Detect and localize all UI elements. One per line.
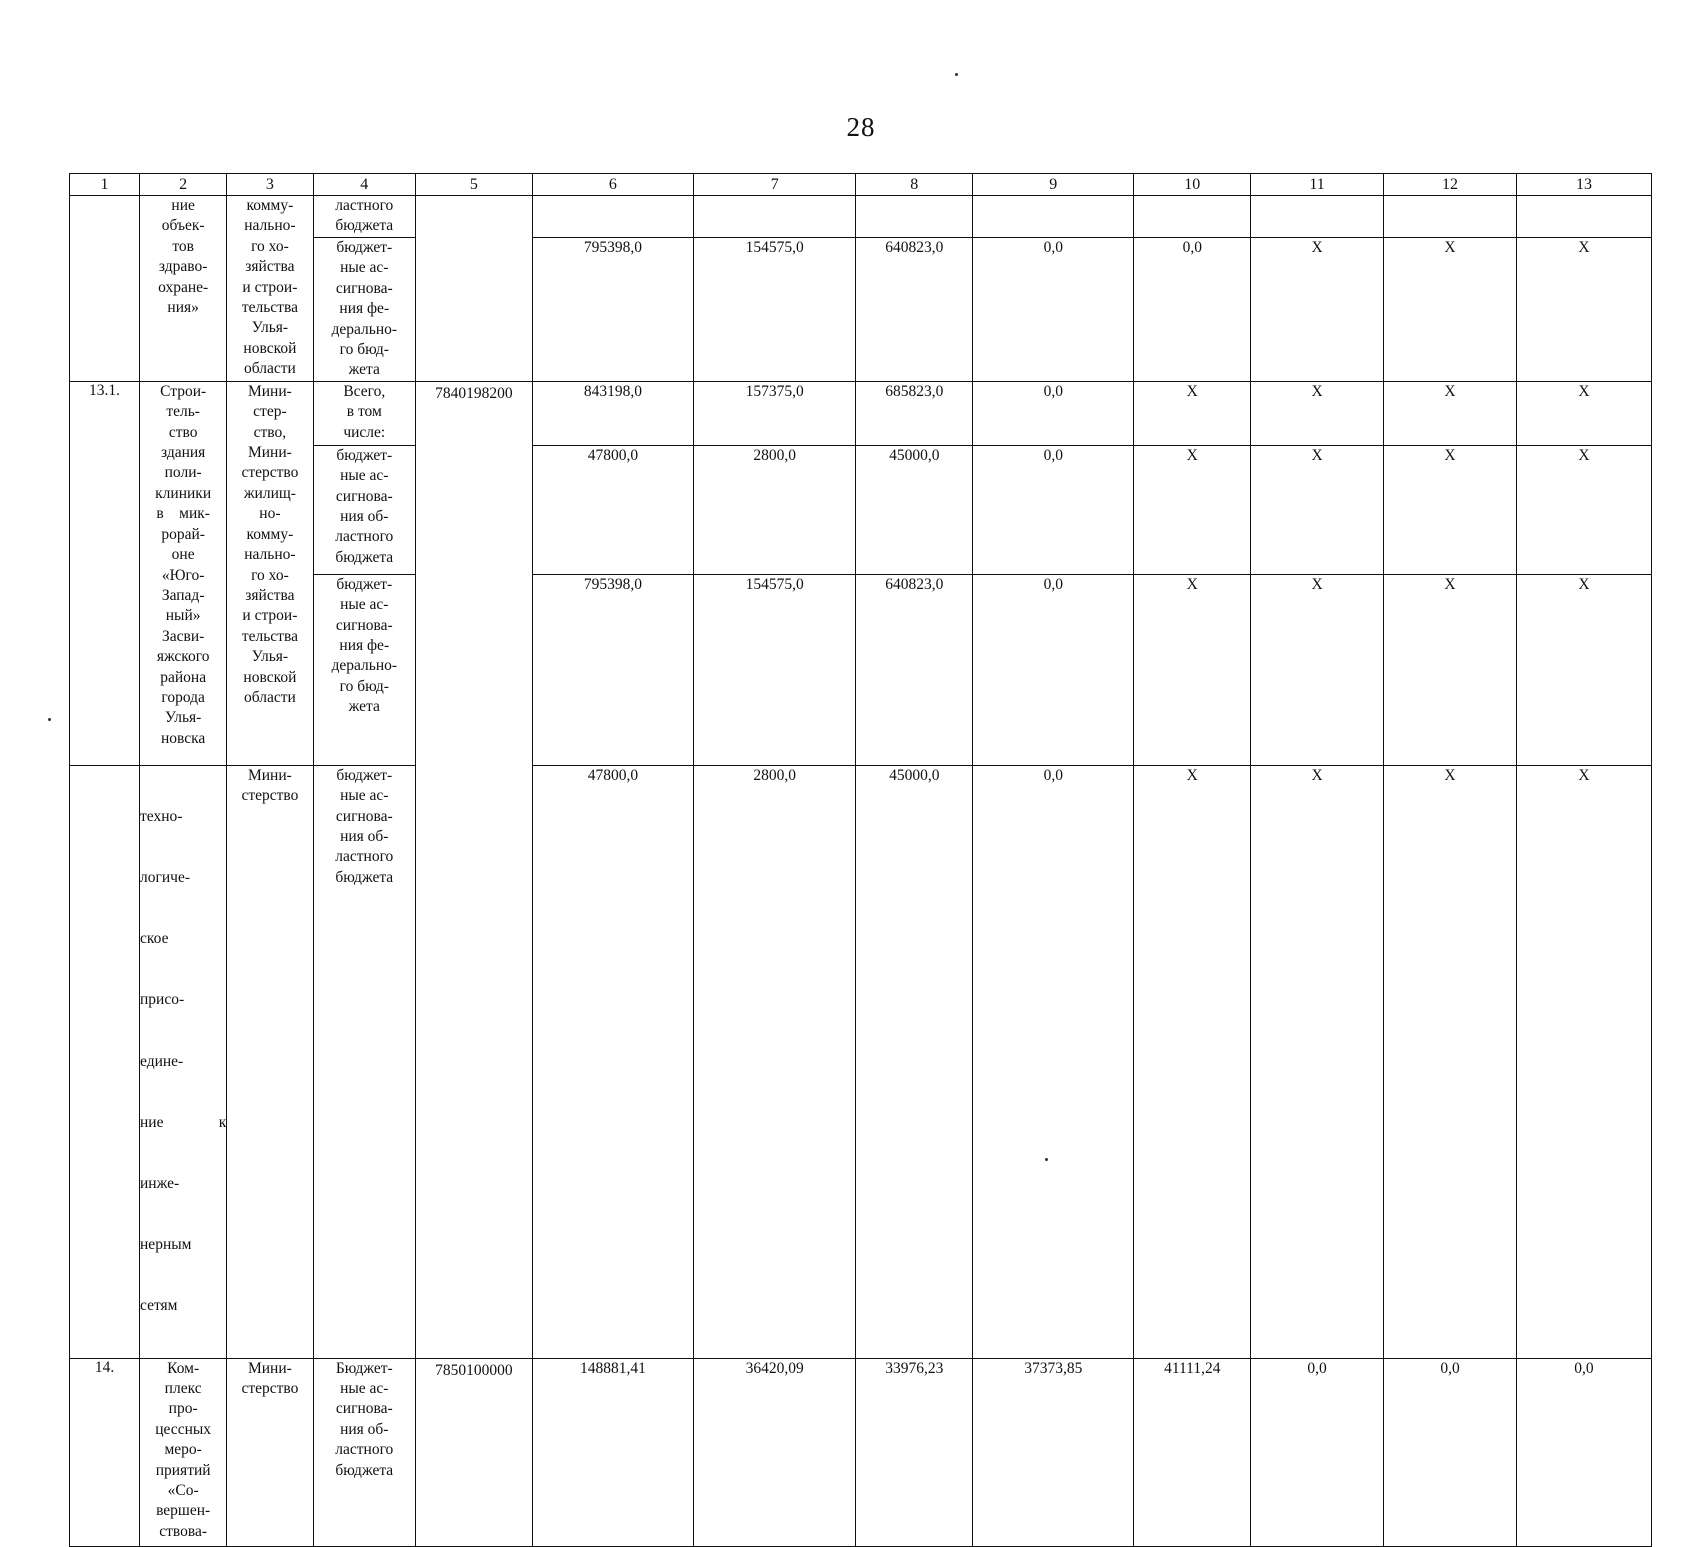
- cell-value: 0,0: [1516, 1358, 1651, 1546]
- cell-value: [1384, 196, 1517, 238]
- cell-value: 33976,23: [856, 1358, 973, 1546]
- word: едине-: [140, 1052, 184, 1070]
- page-number: 28: [846, 112, 876, 142]
- cell-value: 640823,0: [856, 238, 973, 382]
- column-number: 7: [694, 174, 856, 196]
- cell-row-number: 13.1.: [70, 381, 140, 765]
- column-number: 8: [856, 174, 973, 196]
- text-line: [140, 868, 226, 888]
- cell-value: 148881,41: [532, 1358, 693, 1546]
- cell-code-empty: [416, 196, 533, 382]
- table-row-continuation-regional: [70, 196, 1652, 238]
- cell-activity-name: Строи- тель- ство здания поли- клиники в мик- рорай- оне «Юго- Запад- ный» Засви- яжского района города Улья- новска: [140, 381, 227, 765]
- cell-value: 0,0: [973, 381, 1134, 445]
- word: присо-: [140, 991, 185, 1009]
- column-number: 5: [416, 174, 533, 196]
- table-row-tech-connection: [70, 765, 1652, 1358]
- cell-funding-source: бюджет- ные ас- сигнова- ния фе- дерально- го бюд- жета: [313, 238, 415, 382]
- cell-value: X: [1516, 445, 1651, 574]
- cell-number-empty: [70, 765, 140, 1358]
- cell-value: X: [1251, 574, 1384, 765]
- column-number: 9: [973, 174, 1134, 196]
- cell-funding-source: Всего, в том числе:: [313, 381, 415, 445]
- cell-budget-code: 7840198200: [416, 381, 533, 1358]
- column-number: 6: [532, 174, 693, 196]
- word: инже-: [140, 1174, 180, 1192]
- cell-executor: Мини- стерство: [227, 765, 313, 1358]
- column-number: 1: [70, 174, 140, 196]
- cell-funding-source: бюджет- ные ас- сигнова- ния фе- дерально- го бюд- жета: [313, 574, 415, 765]
- cell-value: X: [1134, 445, 1251, 574]
- cell-value: 154575,0: [694, 238, 856, 382]
- scan-speck: [1045, 1158, 1048, 1161]
- text-line: [140, 1052, 226, 1072]
- cell-value: 685823,0: [856, 381, 973, 445]
- cell-number-empty: [70, 196, 140, 382]
- cell-value: 37373,85: [973, 1358, 1134, 1546]
- word: ское: [140, 930, 169, 948]
- word: логиче-: [140, 868, 190, 886]
- cell-value: 47800,0: [532, 765, 693, 1358]
- cell-executor: Мини- стер- ство, Мини- стерство жилищ- но- комму- нально- го хо- зяйства и строи- тельства Улья- новской области: [227, 381, 313, 765]
- word: нерным: [140, 1236, 192, 1254]
- cell-value: X: [1134, 574, 1251, 765]
- table-row-14: [70, 1358, 1652, 1546]
- cell-value: X: [1516, 238, 1651, 382]
- word: сетям: [140, 1297, 178, 1315]
- cell-funding-source: бюджет- ные ас- сигнова- ния об- ластного бюджета: [313, 765, 415, 1358]
- cell-value: [1134, 196, 1251, 238]
- column-number: 4: [313, 174, 415, 196]
- cell-value: X: [1384, 445, 1517, 574]
- cell-value: X: [1516, 574, 1651, 765]
- cell-value: X: [1251, 381, 1384, 445]
- scan-speck: [955, 73, 958, 76]
- cell-activity-name: [140, 765, 227, 1358]
- budget-table: [69, 173, 1652, 1547]
- cell-value: X: [1134, 765, 1251, 1358]
- cell-value: 795398,0: [532, 238, 693, 382]
- cell-value: 0,0: [973, 765, 1134, 1358]
- cell-value: 47800,0: [532, 445, 693, 574]
- cell-executor: комму- нально- го хо- зяйства и строи- тельства Улья- новской области: [227, 196, 313, 382]
- column-number-row: [70, 174, 1652, 196]
- cell-value: X: [1384, 381, 1517, 445]
- cell-executor: Мини- стерство: [227, 1358, 313, 1546]
- column-number: 12: [1384, 174, 1517, 196]
- cell-value: X: [1134, 381, 1251, 445]
- cell-value: 2800,0: [694, 445, 856, 574]
- cell-value: X: [1384, 765, 1517, 1358]
- cell-value: 45000,0: [856, 445, 973, 574]
- text-line: [140, 1235, 226, 1255]
- text-line: [140, 929, 226, 949]
- cell-value: 157375,0: [694, 381, 856, 445]
- cell-activity-name: Ком- плекс про- цессных меро- приятий «Со- вершен- ствова-: [140, 1358, 227, 1546]
- column-number: 3: [227, 174, 313, 196]
- cell-value: [1251, 196, 1384, 238]
- cell-value: 36420,09: [694, 1358, 856, 1546]
- cell-funding-source: бюджет- ные ас- сигнова- ния об- ластного бюджета: [313, 445, 415, 574]
- column-number: 10: [1134, 174, 1251, 196]
- cell-value: 0,0: [973, 445, 1134, 574]
- cell-value: 843198,0: [532, 381, 693, 445]
- column-number: 13: [1516, 174, 1651, 196]
- text-line: [140, 807, 226, 827]
- text-line: [140, 1113, 226, 1133]
- word: техно-: [140, 807, 183, 825]
- cell-activity-name: ние объек- тов здраво- охране- ния»: [140, 196, 227, 382]
- cell-value: 0,0: [1134, 238, 1251, 382]
- text-line: [140, 1296, 226, 1316]
- cell-row-number: 14.: [70, 1358, 140, 1546]
- cell-value: X: [1251, 445, 1384, 574]
- cell-value: 2800,0: [694, 765, 856, 1358]
- cell-value: [856, 196, 973, 238]
- cell-value: [973, 196, 1134, 238]
- cell-budget-code: 7850100000: [416, 1358, 533, 1546]
- cell-funding-source: ластного бюджета: [313, 196, 415, 238]
- cell-value: [1516, 196, 1651, 238]
- text-line: [140, 1174, 226, 1194]
- cell-value: 795398,0: [532, 574, 693, 765]
- cell-value: X: [1384, 574, 1517, 765]
- text-line: [140, 990, 226, 1010]
- cell-value: 0,0: [1251, 1358, 1384, 1546]
- cell-value: 154575,0: [694, 574, 856, 765]
- cell-value: [694, 196, 856, 238]
- word: к: [218, 1113, 227, 1131]
- cell-value: 45000,0: [856, 765, 973, 1358]
- cell-value: X: [1251, 765, 1384, 1358]
- cell-value: X: [1251, 238, 1384, 382]
- cell-value: 0,0: [1384, 1358, 1517, 1546]
- cell-value: 41111,24: [1134, 1358, 1251, 1546]
- cell-value: 0,0: [973, 238, 1134, 382]
- word: ние: [140, 1113, 164, 1131]
- scan-speck: [48, 718, 51, 721]
- cell-value: X: [1384, 238, 1517, 382]
- column-number: 2: [140, 174, 227, 196]
- cell-value: X: [1516, 765, 1651, 1358]
- cell-value: X: [1516, 381, 1651, 445]
- cell-funding-source: Бюджет- ные ас- сигнова- ния об- ластного бюджета: [313, 1358, 415, 1546]
- column-number: 11: [1251, 174, 1384, 196]
- cell-value: 640823,0: [856, 574, 973, 765]
- table-row-13-1-total: [70, 381, 1652, 445]
- cell-value: 0,0: [973, 574, 1134, 765]
- cell-value: [532, 196, 693, 238]
